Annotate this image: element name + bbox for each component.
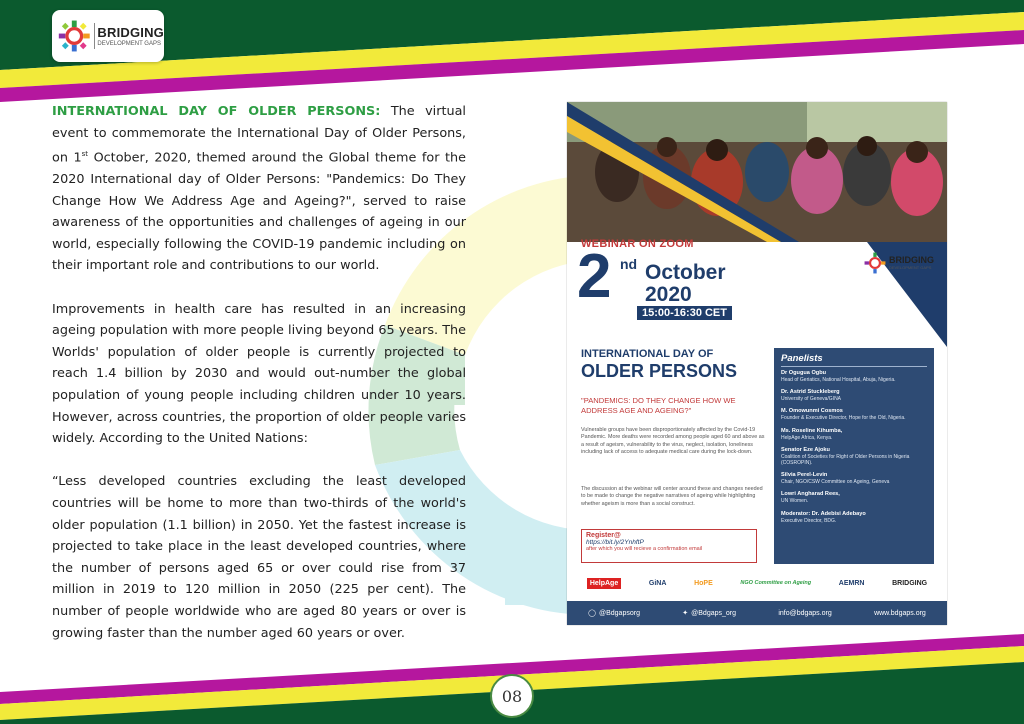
panelist-name: Lowri Angharad Rees, [781, 491, 840, 498]
partner-logo-aemrn: AEMRN [838, 579, 865, 587]
flyer-title-line1: INTERNATIONAL DAY OF [581, 348, 714, 360]
panelists-panel [774, 348, 934, 564]
panelists-title: Panelists [781, 353, 927, 367]
contact-email[interactable]: info@bdgaps.org [778, 609, 832, 617]
flyer-description-2: The discussion at the webinar will center around these and changes needed to be made to change the negative narratives of ageing while highlighting whether ageism is more than a social construct. [581, 486, 763, 507]
partner-logo-bridging: BRIDGING [892, 579, 928, 587]
register-title: Register@ [586, 532, 621, 539]
logo-subtitle: DEVELOPMENT GAPS [97, 40, 161, 47]
flyer-description-1: Vulnerable groups have been disproportionately affected by the Covid-19 Pandemic. More deaths were recorded among people aged 60 and above as a result of ageism, vulnerability to the virus, neglect, isolation, loneliness including lack of access to adequate medical care during the lock-down. [581, 427, 765, 456]
page-number: 08 [490, 674, 534, 718]
paragraph-health-care: Improvements in health care has resulted in an increasing ageing population with more people living beyond 65 years. The Worlds' population of older people is currently projected to reach 1.4 billion by 2030 and would out-number the global population of young people including children under 10 years. However, across countries, the proportion of older people varies widely. According to the United Nations: [52, 301, 466, 447]
event-month: October [645, 261, 726, 284]
flyer-theme-quote: "PANDEMICS: DO THEY CHANGE HOW WE ADDRESS AGE AND AGEING?" [581, 396, 736, 415]
panelist-name: Moderator: Dr. Adebisi Adebayo [781, 510, 866, 517]
instagram-icon: ◯ [588, 610, 596, 617]
flyer-bridging-logo [864, 252, 934, 274]
panelist-name: M. Omowunmi Cosmos [781, 408, 843, 415]
event-day: 2 [577, 242, 612, 311]
flyer-logo-title: BRIDGING [889, 255, 934, 265]
webinar-flyer [567, 102, 947, 625]
register-link[interactable]: https://bit.ly/2YnhftP [586, 539, 644, 546]
panelist-role: UN Women. [781, 498, 809, 505]
paragraph-intro [52, 101, 466, 277]
panelist [781, 491, 927, 504]
panelist [781, 370, 927, 383]
webinar-label: WEBINAR ON ZOOM [581, 238, 694, 250]
panelist-role: Founder & Executive Director, Hope for the Old, Nigeria. [781, 415, 906, 422]
partner-logos [567, 568, 947, 598]
panelist [781, 408, 927, 421]
twitter-handle[interactable] [682, 609, 736, 617]
panelist [781, 511, 927, 524]
panelist-role: Chair, NGO/CSW Committee on Ageing, Geneva [781, 479, 890, 486]
flyer-logo-subtitle: DEVELOPMENT GAPS [889, 265, 932, 270]
partner-logo-helpage: HelpAge [587, 578, 621, 589]
logo-title: BRIDGING [97, 24, 164, 40]
logo-divider [94, 23, 95, 49]
twitter-icon: ✦ [682, 610, 689, 617]
panelist-role: Coalition of Societies for Right of Older Persons in Nigeria (COSROPIN). [781, 453, 910, 467]
panelist [781, 389, 927, 402]
partner-logo-hope: HoPE [694, 579, 713, 587]
event-year: 2020 [645, 283, 692, 306]
panelist-name: Senator Eze Ajoku [781, 446, 830, 453]
panelist-role: Executive Director, BDG. [781, 517, 837, 524]
panelist [781, 428, 927, 441]
paragraph-intro-part-a: The virtual event to commemorate the International Day of Older Persons, on 1 [52, 104, 466, 166]
partner-logo-gina: GiNA [648, 579, 667, 587]
twitter-handle-text: @Bdgaps_org [691, 609, 737, 617]
paragraph-intro-part-b: October, 2020, themed around the Global theme for the 2020 International day of Older Persons: "Pandemics: Do They Change How We Address Age and Ageing?", served to raise awareness of the opportunities and challenges of ageing in our world, especially following the COVID-19 pandemic including on their important role and contributions to our world. [52, 150, 466, 274]
section-heading: INTERNATIONAL DAY OF OLDER PERSONS: [52, 104, 381, 119]
article-body [52, 101, 466, 666]
flyer-diagonal-banner [567, 102, 947, 352]
paragraph-un-quote: “Less developed countries excluding the least developed countries will be home to more than two-thirds of the world's older population (1.1 billion) in 2050. Yet the fastest increase is projected to take place in the least developed countries, where the number of persons aged 65 or over could rise from 37 million in 2019 to 120 million in 2050 (225 per cent). The number of people worldwide who are aged 80 years or over is growing faster than the number aged 60 years or over. [52, 474, 466, 641]
panelist-role: HelpAge Africa, Kenya. [781, 434, 833, 441]
event-time: 15:00-16:30 CET [637, 306, 732, 320]
panelist-role: University of Geneva/GINA [781, 396, 842, 403]
ordinal-suffix: st [81, 150, 89, 159]
panelist [781, 472, 927, 485]
panelist-name: Silvia Perel-Levin [781, 472, 828, 479]
event-day-suffix: nd [620, 256, 638, 272]
flyer-title-line2: OLDER PERSONS [581, 361, 738, 381]
partner-logo-ngo-committee: NGO Committee on Ageing [740, 580, 812, 586]
bridging-gear-icon [864, 252, 886, 274]
instagram-handle-text: @Bdgapsorg [599, 609, 640, 617]
website-link[interactable]: www.bdgaps.org [874, 609, 926, 617]
panelist-role: Head of Geriatics, National Hospital, Abuja, Nigeria. [781, 377, 896, 383]
instagram-handle[interactable] [588, 609, 640, 617]
flyer-contact-footer [567, 601, 947, 625]
bridging-gear-icon [58, 17, 91, 55]
bridging-logo[interactable] [52, 10, 164, 62]
panelist-name: Ms. Roseline Kihumba, [781, 427, 843, 434]
panelist-name: Dr. Astrid Stuckleberg [781, 389, 840, 396]
panelist-name: Dr Ogugua Ogbu [781, 370, 827, 376]
panelist [781, 447, 927, 466]
register-note: after which you will recieve a confirmation email [586, 546, 703, 552]
register-box [581, 529, 757, 563]
